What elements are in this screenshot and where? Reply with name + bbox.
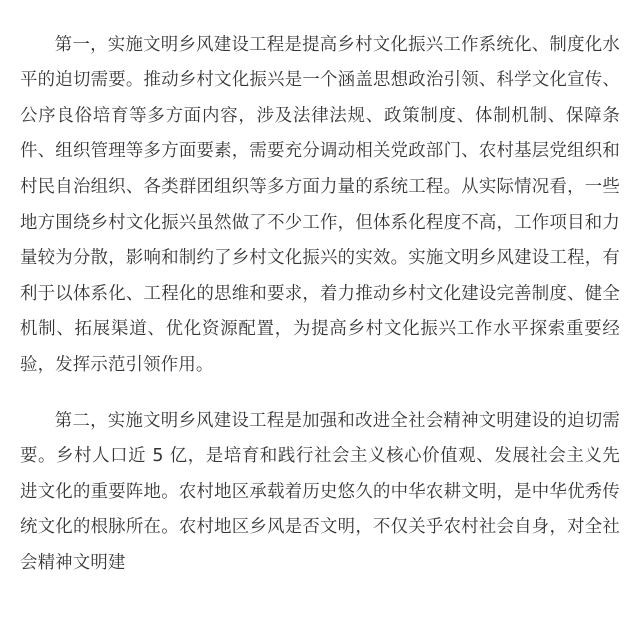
- paragraph-first: 第一，实施文明乡风建设工程是提高乡村文化振兴工作系统化、制度化水平的迫切需要。推动乡村文化振兴是一个涵盖思想政治引领、科学文化宣传、公序良俗培育等多方面内容，涉及法律法规、政策制度、体制机制、保障条件、组织管理等多方面要素，需要充分调动相关党政部门、农村基层党组织和村民自治组织、各类群团组织等多方面力量的系统工程。从实际情况看，一些地方围绕乡村文化振兴虽然做了不少工作，但体系化程度不高，工作项目和力量较为分散，影响和制约了乡村文化振兴的实效。实施文明乡风建设工程，有利于以体系化、工程化的思维和要求，着力推动乡村文化建设完善制度、健全机制、拓展渠道、优化资源配置，为提高乡村文化振兴工作水平探索重要经验，发挥示范引领作用。: [20, 34, 620, 375]
- top-text-fragment: [20, 0, 620, 8]
- paragraph-second: 第二，实施文明乡风建设工程是加强和改进全社会精神文明建设的迫切需要。乡村人口近 5 亿，是培育和践行社会主义核心价值观、发展社会主义先进文化的重要阵地。农村地区承载着历史悠久的中华农耕文明，是中华优秀传统文化的根脉所在。农村地区乡风是否文明，不仅关乎农村社会自身，对全社会精神文明建: [20, 410, 620, 573]
- article-body: [20, 0, 620, 602]
